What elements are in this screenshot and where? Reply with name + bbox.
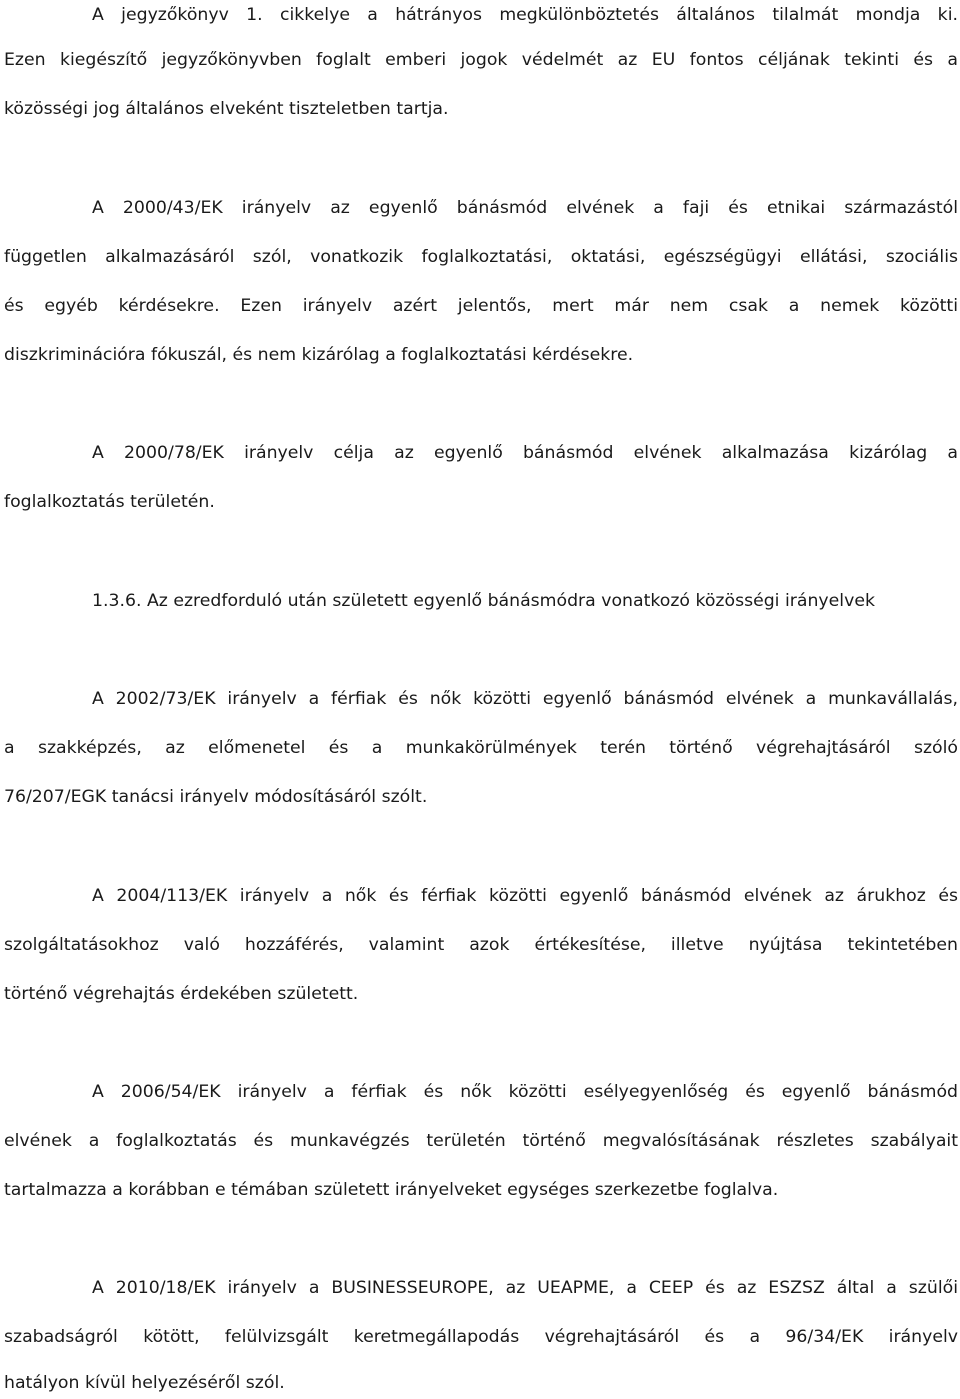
paragraph-2-line-2: független alkalmazásáról szól, vonatkozik foglalkoztatási, oktatási, egészségügyi ellátási, szociális [4, 247, 958, 267]
paragraph-5-line-3: történő végrehajtás érdekében született. [4, 984, 359, 1004]
paragraph-6-line-1: A 2006/54/EK irányelv a férfiak és nők közötti esélyegyenlőség és egyenlő bánásmód [92, 1082, 958, 1102]
paragraph-2-line-3: és egyéb kérdésekre. Ezen irányelv azért jelentős, mert már nem csak a nemek közötti [4, 296, 958, 316]
section-heading: 1.3.6. Az ezredforduló után született egyenlő bánásmódra vonatkozó közösségi irányelvek [92, 591, 875, 611]
paragraph-6-line-3: tartalmazza a korábban e témában született irányelveket egységes szerkezetbe foglalva. [4, 1180, 779, 1200]
paragraph-4-line-1: A 2002/73/EK irányelv a férfiak és nők közötti egyenlő bánásmód elvének a munkavállalás, [92, 689, 958, 709]
paragraph-2-line-1: A 2000/43/EK irányelv az egyenlő bánásmód elvének a faji és etnikai származástól [92, 198, 958, 218]
paragraph-6-line-2: elvének a foglalkoztatás és munkavégzés területén történő megvalósításának részletes szabályait [4, 1131, 958, 1151]
paragraph-7-line-3: hatályon kívül helyezéséről szól. [4, 1373, 285, 1393]
paragraph-4-line-3: 76/207/EGK tanácsi irányelv módosításáról szólt. [4, 787, 428, 807]
paragraph-1-line-1: A jegyzőkönyv 1. cikkelye a hátrányos megkülönböztetés általános tilalmát mondja ki. [92, 5, 958, 25]
paragraph-1-line-2: Ezen kiegészítő jegyzőkönyvben foglalt emberi jogok védelmét az EU fontos céljának tekinti és a [4, 50, 958, 70]
paragraph-3-line-2: foglalkoztatás területén. [4, 492, 215, 512]
paragraph-5-line-1: A 2004/113/EK irányelv a nők és férfiak közötti egyenlő bánásmód elvének az árukhoz és [92, 886, 958, 906]
paragraph-1-line-3: közösségi jog általános elveként tiszteletben tartja. [4, 99, 449, 119]
paragraph-2-line-4: diszkriminációra fókuszál, és nem kizárólag a foglalkoztatási kérdésekre. [4, 345, 634, 365]
paragraph-5-line-2: szolgáltatásokhoz való hozzáférés, valamint azok értékesítése, illetve nyújtása tekintetében [4, 935, 958, 955]
paragraph-3-line-1: A 2000/78/EK irányelv célja az egyenlő bánásmód elvének alkalmazása kizárólag a [92, 443, 958, 463]
paragraph-7-line-1: A 2010/18/EK irányelv a BUSINESSEUROPE, az UEAPME, a CEEP és az ESZSZ által a szülői [92, 1278, 958, 1298]
paragraph-7-line-2: szabadságról kötött, felülvizsgált keretmegállapodás végrehajtásáról és a 96/34/EK irányelv [4, 1327, 958, 1347]
paragraph-4-line-2: a szakképzés, az előmenetel és a munkakörülmények terén történő végrehajtásáról szóló [4, 738, 958, 758]
